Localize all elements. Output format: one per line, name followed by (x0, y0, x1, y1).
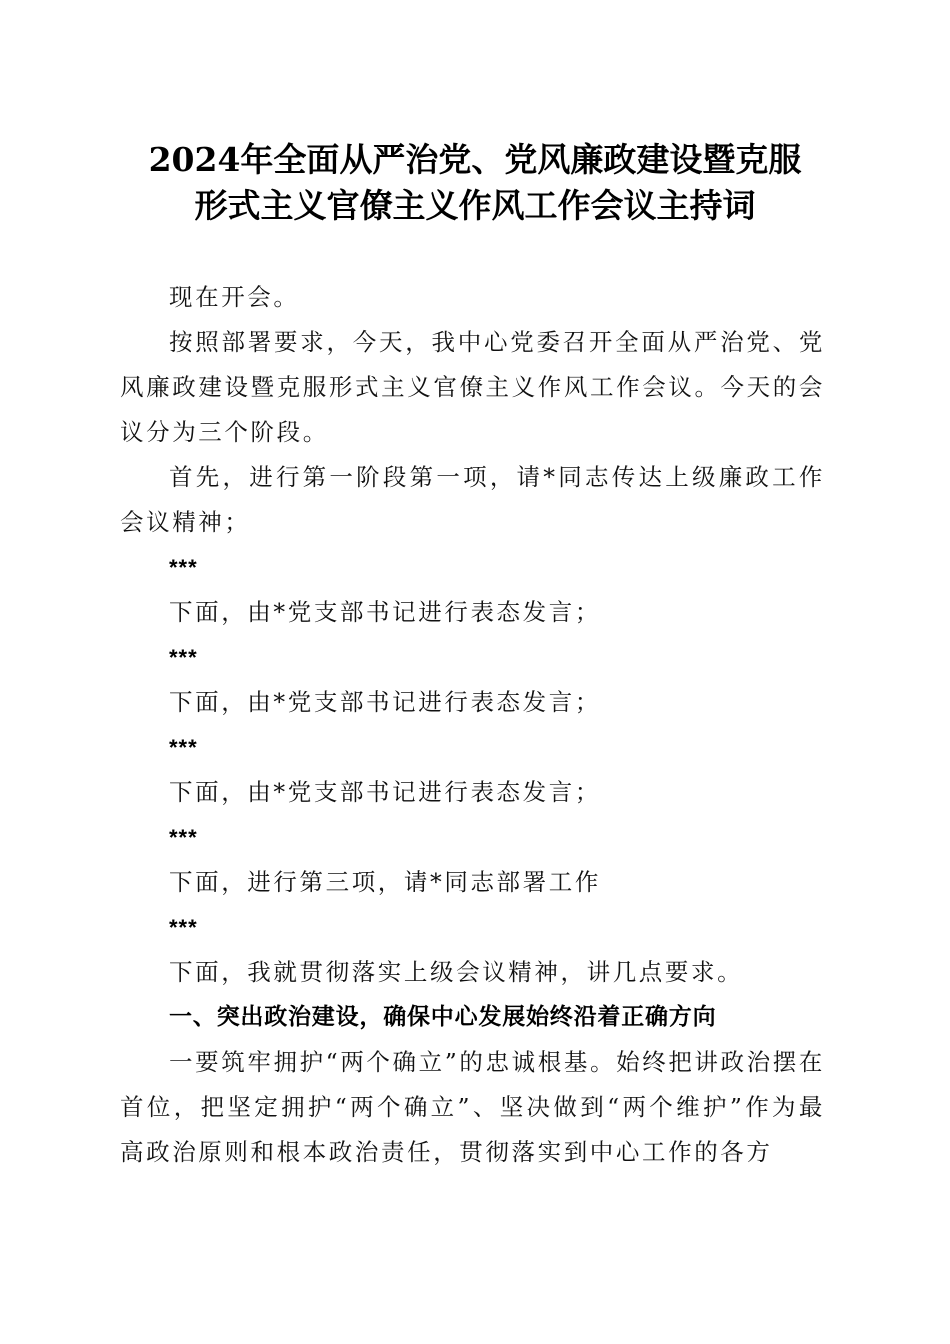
placeholder-stars: *** (169, 915, 198, 940)
paragraph-branch-speech: 下面，由*党支部书记进行表态发言； (169, 778, 601, 806)
placeholder-stars: *** (169, 825, 198, 850)
document-title-line-1: 2024年全面从严治党、党风廉政建设暨克服 (148, 140, 802, 179)
placeholder-stars: *** (169, 555, 198, 580)
section-heading-1: 一、突出政治建设，确保中心发展始终沿着正确方向 (169, 1004, 717, 1030)
document-body (120, 275, 825, 1175)
paragraph-branch-speech: 下面，由*党支部书记进行表态发言； (169, 598, 601, 626)
paragraph-branch-speech: 下面，由*党支部书记进行表态发言； (169, 688, 601, 716)
paragraph-opening: 现在开会。 (169, 283, 300, 311)
paragraph-introduction: 按照部署要求，今天，我中心党委召开全面从严治党、党风廉政建设暨克服形式主义官僚主义作风工作会议。今天的会议分为三个阶段。 (120, 328, 825, 446)
paragraph-requirements: 下面，我就贯彻落实上级会议精神，讲几点要求。 (169, 958, 744, 986)
paragraph-stage-one: 首先，进行第一阶段第一项，请*同志传达上级廉政工作会议精神； (120, 463, 825, 536)
placeholder-stars: *** (169, 735, 198, 760)
placeholder-stars: *** (169, 645, 198, 670)
paragraph-loyalty: 一要筑牢拥护“两个确立”的忠诚根基。始终把讲政治摆在首位，把坚定拥护“两个确立”、坚决做到“两个维护”作为最高政治原则和根本政治责任，贯彻落实到中心工作的各方 (120, 1048, 825, 1166)
document-title-line-2: 形式主义官僚主义作风工作会议主持词 (194, 186, 756, 225)
paragraph-stage-three: 下面，进行第三项，请*同志部署工作 (169, 868, 601, 896)
